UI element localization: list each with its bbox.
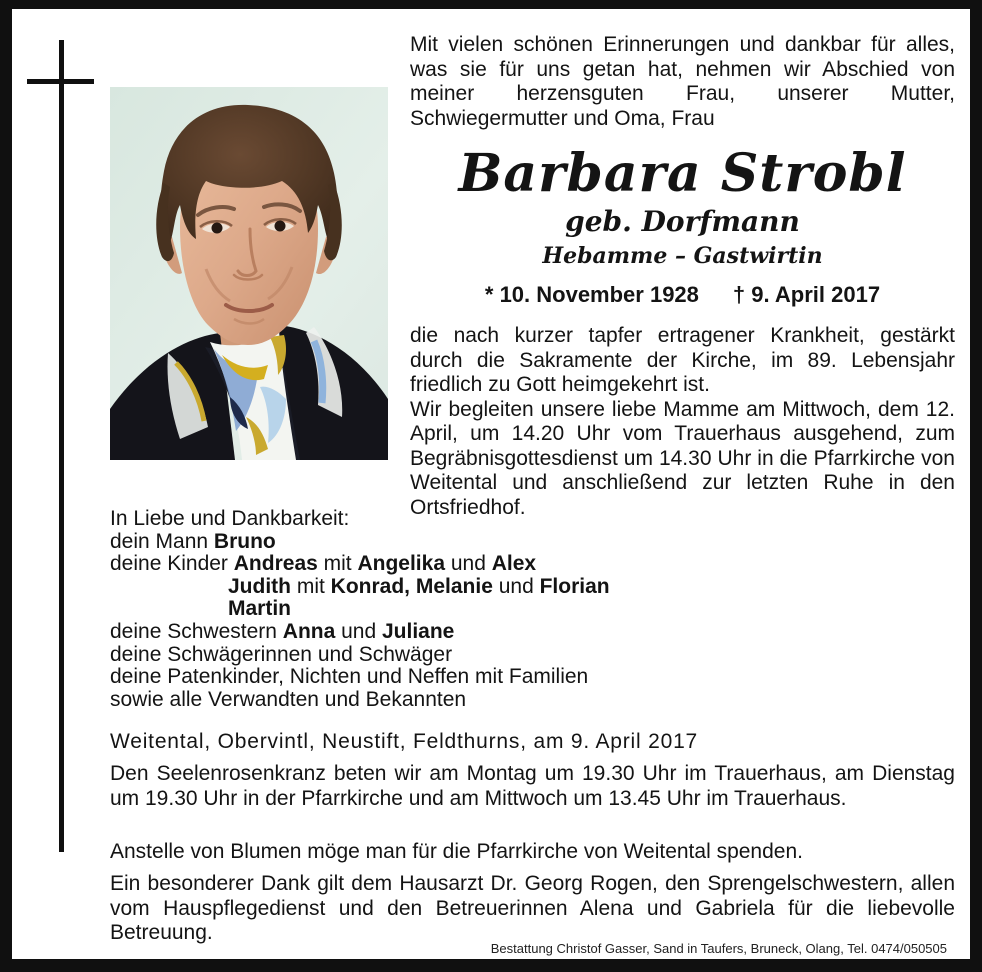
death-date: † 9. April 2017	[732, 282, 881, 307]
undertaker-line: Bestattung Christof Gasser, Sand in Taufers, Bruneck, Olang, Tel. 0474/050505	[490, 941, 947, 956]
family-line: Judith mit Konrad, Melanie und Florian	[228, 574, 610, 598]
family-line: sowie alle Verwandten und Bekannten	[110, 687, 467, 711]
cross-vertical-bar	[59, 40, 64, 852]
profession-line: Hebamme – Gastwirtin	[542, 243, 823, 269]
family-line: deine Schwägerinnen und Schwäger	[110, 642, 453, 666]
portrait-photo	[110, 87, 388, 460]
portrait-photo-image	[110, 87, 388, 460]
family-list	[110, 508, 730, 711]
page-border-top	[0, 0, 982, 9]
page-border-bottom	[0, 959, 982, 972]
announcement-block	[410, 324, 955, 520]
rosary-text: Den Seelenrosenkranz beten wir am Montag um 19.30 Uhr im Trauerhaus, am Dienstag um 19.30 Uhr in der Pfarrkirche und am Mittwoch um 13.45 Uhr im Trauerhaus.	[110, 762, 955, 810]
cross-horizontal-bar	[27, 79, 94, 84]
places-date-line: Weitental, Obervintl, Neustift, Feldthurns, am 9. April 2017	[110, 730, 699, 753]
page-border-right	[970, 0, 982, 972]
life-dates	[410, 282, 955, 308]
family-line: dein Mann Bruno	[110, 529, 276, 553]
funeral-details: Wir begleiten unsere liebe Mamme am Mittwoch, dem 12. April, um 14.20 Uhr vom Trauerhaus ausgehend, zum Begräbnisgottesdienst um 14.30 Uhr in die Pfarrkirche von Weitental und anschließend zur letzten Ruhe in den Ortsfriedhof.	[410, 397, 955, 519]
flowers-text: Anstelle von Blumen möge man für die Pfarrkirche von Weitental spenden.	[110, 840, 803, 863]
family-line: deine Schwestern Anna und Juliane	[110, 619, 455, 643]
thanks-text: Ein besonderer Dank gilt dem Hausarzt Dr. Georg Rogen, den Sprengelschwestern, allen vom Hauspflegedienst und den Betreuerinnen Alena und Gabriela für die liebevolle Betreuung.	[110, 872, 955, 944]
deceased-name: Barbara Strobl	[458, 143, 907, 204]
family-line: deine Kinder Andreas mit Angelika und Alex	[110, 552, 537, 576]
family-line: In Liebe und Dankbarkeit:	[110, 507, 350, 530]
intro-text: Mit vielen schönen Erinnerungen und dankbar für alles, was sie für uns getan hat, nehmen wir Abschied von meiner herzensguten Frau, unserer Mutter, Schwiegermutter und Oma, Frau	[410, 33, 955, 130]
family-line: deine Patenkinder, Nichten und Neffen mit Familien	[110, 665, 589, 689]
page-border-left	[0, 0, 12, 972]
birth-date: * 10. November 1928	[484, 282, 699, 307]
family-line: Martin	[228, 597, 291, 621]
announcement-text: die nach kurzer tapfer ertragener Krankheit, gestärkt durch die Sakramente der Kirche, im 89. Lebensjahr friedlich zu Gott heimgekehrt ist.	[410, 324, 955, 396]
maiden-name: geb. Dorfmann	[565, 205, 800, 238]
